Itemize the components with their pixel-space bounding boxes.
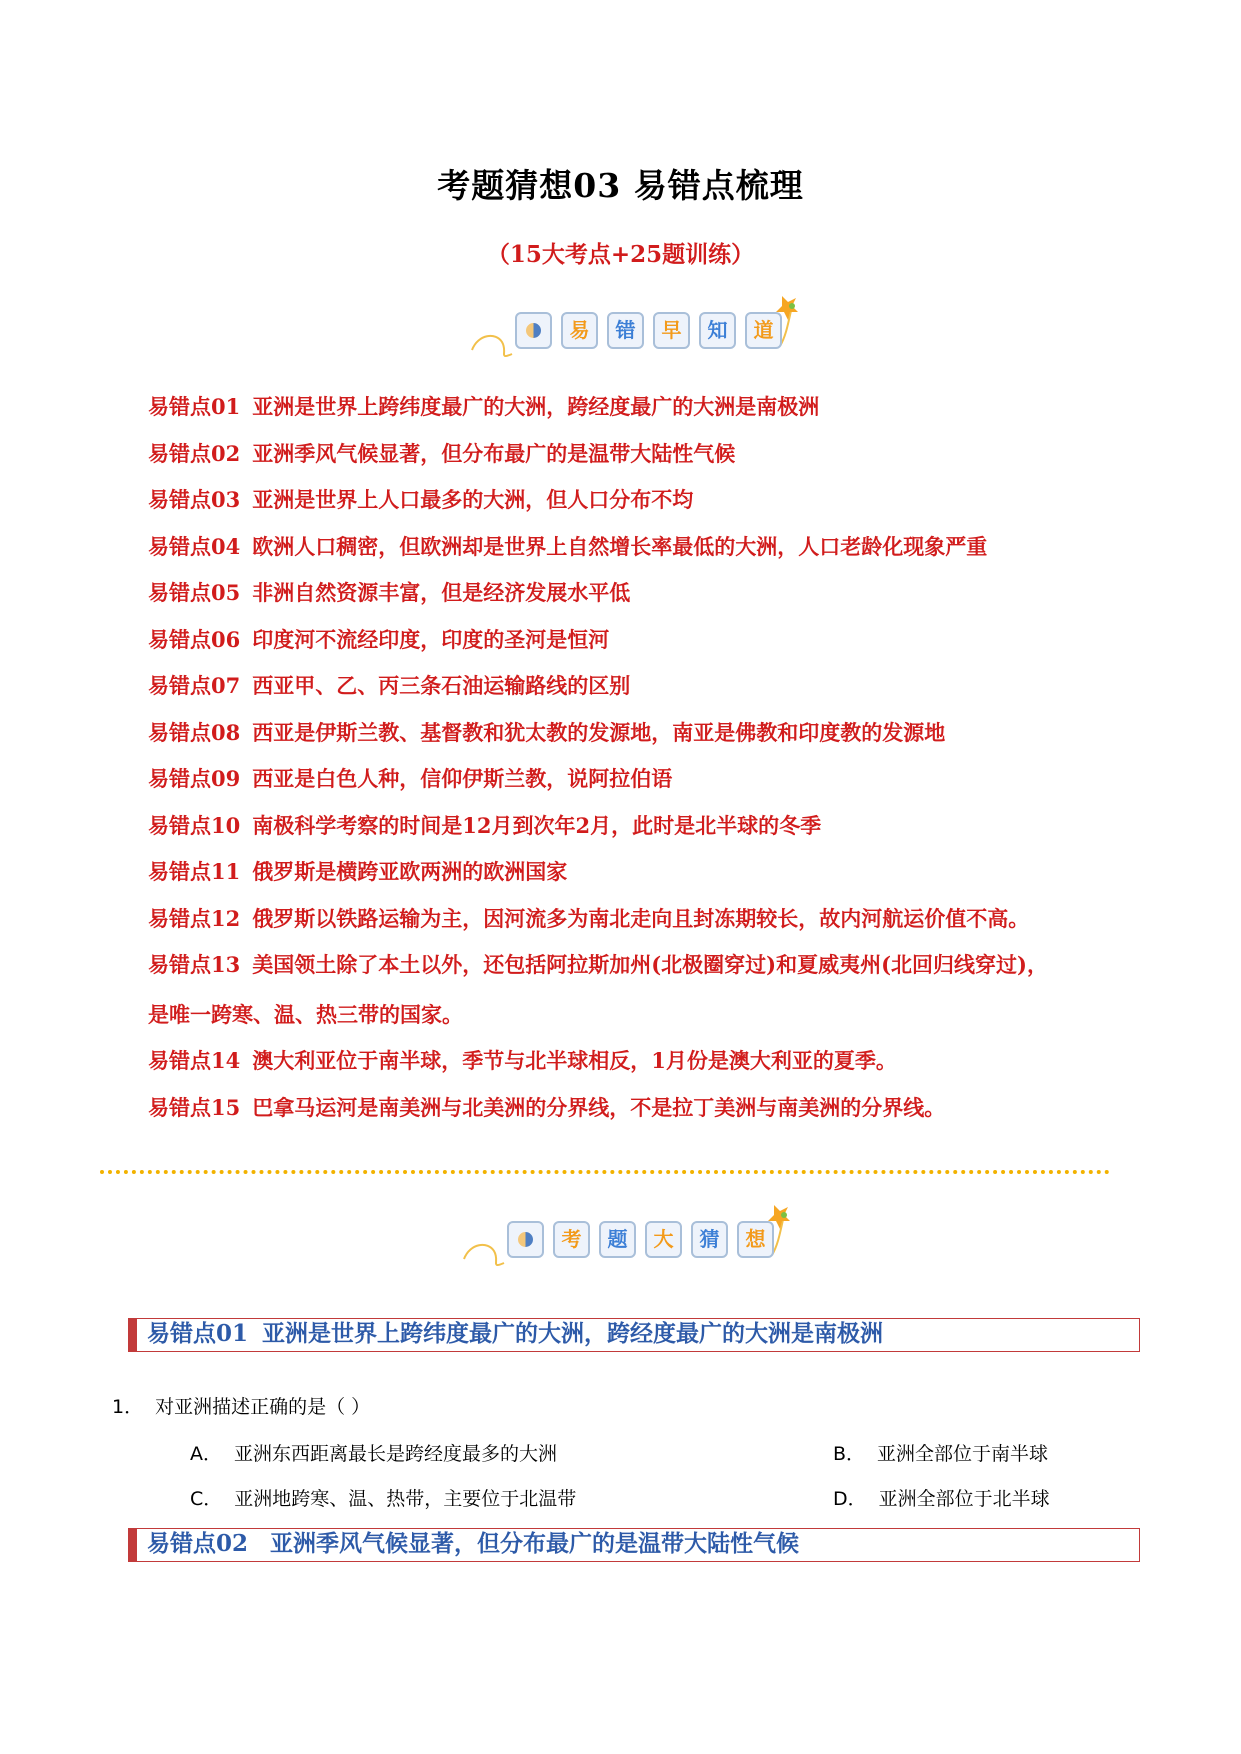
banner-error-know [470,312,810,362]
question-option-c: C． 亚洲地跨寒、温、热带，主要位于北温带 [190,1488,577,1510]
banner-char: 想 [737,1221,774,1258]
error-point-item: 易错点09 西亚是白色人种，信仰伊斯兰教，说阿拉伯语 [148,766,673,791]
question-option-a: A． 亚洲东西距离最长是跨经度最多的大洲 [190,1443,558,1465]
page-title: 考题猜想03 易错点梳理 [437,166,804,205]
error-point-item: 易错点11 俄罗斯是横跨亚欧两洲的欧洲国家 [148,859,568,884]
banner-globe-icon [507,1221,544,1258]
error-point-item: 易错点08 西亚是伊斯兰教、基督教和犹太教的发源地，南亚是佛教和印度教的发源地 [148,719,946,745]
banner-char: 大 [645,1221,682,1258]
error-point-item: 易错点02 亚洲季风气候显著，但分布最广的是温带大陆性气候 [148,440,736,466]
error-point-item: 易错点13 美国领土除了本土以外，还包括阿拉斯加州(北极圈穿过)和夏威夷州(北回归线穿过)， 是唯一跨寒、温、热三带的国家。 [148,952,1048,1027]
banner-exam-guess [462,1221,802,1271]
error-point-item: 易错点04 欧洲人口稠密，但欧洲却是世界上自然增长率最低的大洲，人口老龄化现象严重 [148,533,988,559]
banner-char: 易 [561,312,598,349]
banner-char: 错 [607,312,644,349]
error-point-item: 易错点05 非洲自然资源丰富，但是经济发展水平低 [148,580,631,605]
error-point-item: 易错点15 巴拿马运河是南美洲与北美洲的分界线，不是拉丁美洲与南美洲的分界线。 [148,1094,946,1120]
banner-char: 道 [745,312,782,349]
banner-char: 早 [653,312,690,349]
banner-globe-icon [515,312,552,349]
error-point-item: 易错点06 印度河不流经印度，印度的圣河是恒河 [148,626,610,652]
section-heading: 易错点01 亚洲是世界上跨纬度最广的大洲，跨经度最广的大洲是南极洲 [128,1318,1140,1352]
error-point-item: 易错点12 俄罗斯以铁路运输为主，因河流多为南北走向且封冻期较长，故内河航运价值不高。 [148,905,1030,931]
error-point-item: 易错点10 南极科学考察的时间是12月到次年2月，此时是北半球的冬季 [148,812,822,838]
banner-char: 题 [599,1221,636,1258]
error-point-list [148,392,1148,1139]
question-option-d: D． 亚洲全部位于北半球 [833,1488,1050,1510]
error-point-item: 易错点14 澳大利亚位于南半球，季节与北半球相反，1月份是澳大利亚的夏季。 [148,1048,897,1073]
dotted-divider [100,1170,1110,1174]
error-point-item: 易错点01 亚洲是世界上跨纬度最广的大洲，跨经度最广的大洲是南极洲 [148,394,820,419]
section-heading: 易错点02 亚洲季风气候显著，但分布最广的是温带大陆性气候 [128,1528,1140,1562]
banner-char: 考 [553,1221,590,1258]
question-option-b: B． 亚洲全部位于南半球 [833,1443,1049,1465]
page-subtitle: （15大考点+25题训练） [486,241,755,268]
question-stem: 1． 对亚洲描述正确的是（ ） [112,1396,371,1418]
error-point-item: 易错点07 西亚甲、乙、丙三条石油运输路线的区别 [148,673,631,698]
banner-char: 猜 [691,1221,728,1258]
error-point-item: 易错点03 亚洲是世界上人口最多的大洲，但人口分布不均 [148,487,694,512]
banner-char: 知 [699,312,736,349]
